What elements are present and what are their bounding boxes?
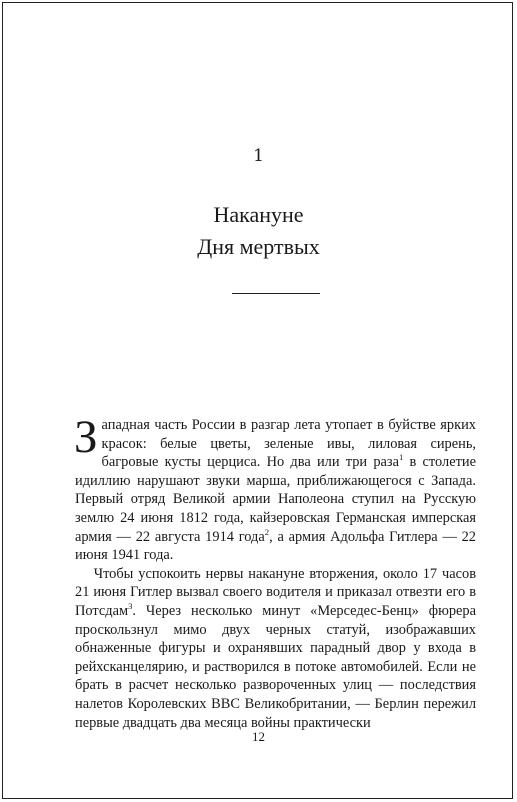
paragraph-2-text-a: Чтобы успокоить нервы накануне вторжения, около 17 часов 21 июня Гитлер вызвал своего водителя и приказал отвезти его в Потсдам — [75, 565, 476, 619]
paragraph-2 — [75, 565, 476, 732]
paragraph-1-text-c: , а армия Адольфа Гитлера — 22 июня 1941 года. — [75, 528, 476, 564]
paragraph-1-text-a: ападная часть России в разгар лета утопает в буйстве ярких красок: белые цветы, зеленые ивы, лиловая сирень, багровые кусты церциса. Но два или три раза — [101, 417, 476, 471]
footnote-ref-2[interactable]: 2 — [264, 526, 270, 537]
paragraph-1-text-b: в столетие идиллию нарушают звуки марша, приближающегося с Запада. Первый отряд Великой армии Наполеона ступил на Русскую землю 24 июня 1812 года, кайзеровская Германская имперская армия — 22 августа 1914 года — [75, 454, 476, 545]
chapter-title-line-1: Накануне — [213, 202, 304, 227]
drop-cap: З — [74, 411, 98, 463]
page-number: 12 — [252, 729, 265, 744]
body-text — [74, 411, 476, 732]
chapter-title-line-2: Дня мертвых — [197, 234, 320, 259]
title-divider — [232, 293, 320, 294]
chapter-number: 1 — [253, 146, 264, 166]
chapter-title — [0, 199, 517, 263]
paragraph-1 — [74, 411, 476, 565]
paragraph-2-text-b: . Через несколько минут «Мерседес-Бенц» фюрера проскользнул мимо двух черных статуй, изображавших обнаженные фигуры и охранявших парадный двор у входа в рейхсканцелярию, и растворился в потоке автомобилей. Если не брать в расчет несколько развороченных улиц — последствия налетов Королевских ВВС Великобритании, — Берлин пережил первые двадцать два месяца войны практически — [75, 602, 476, 731]
footnote-ref-1[interactable]: 1 — [399, 452, 404, 463]
footnote-ref-3[interactable]: 3 — [128, 601, 133, 612]
